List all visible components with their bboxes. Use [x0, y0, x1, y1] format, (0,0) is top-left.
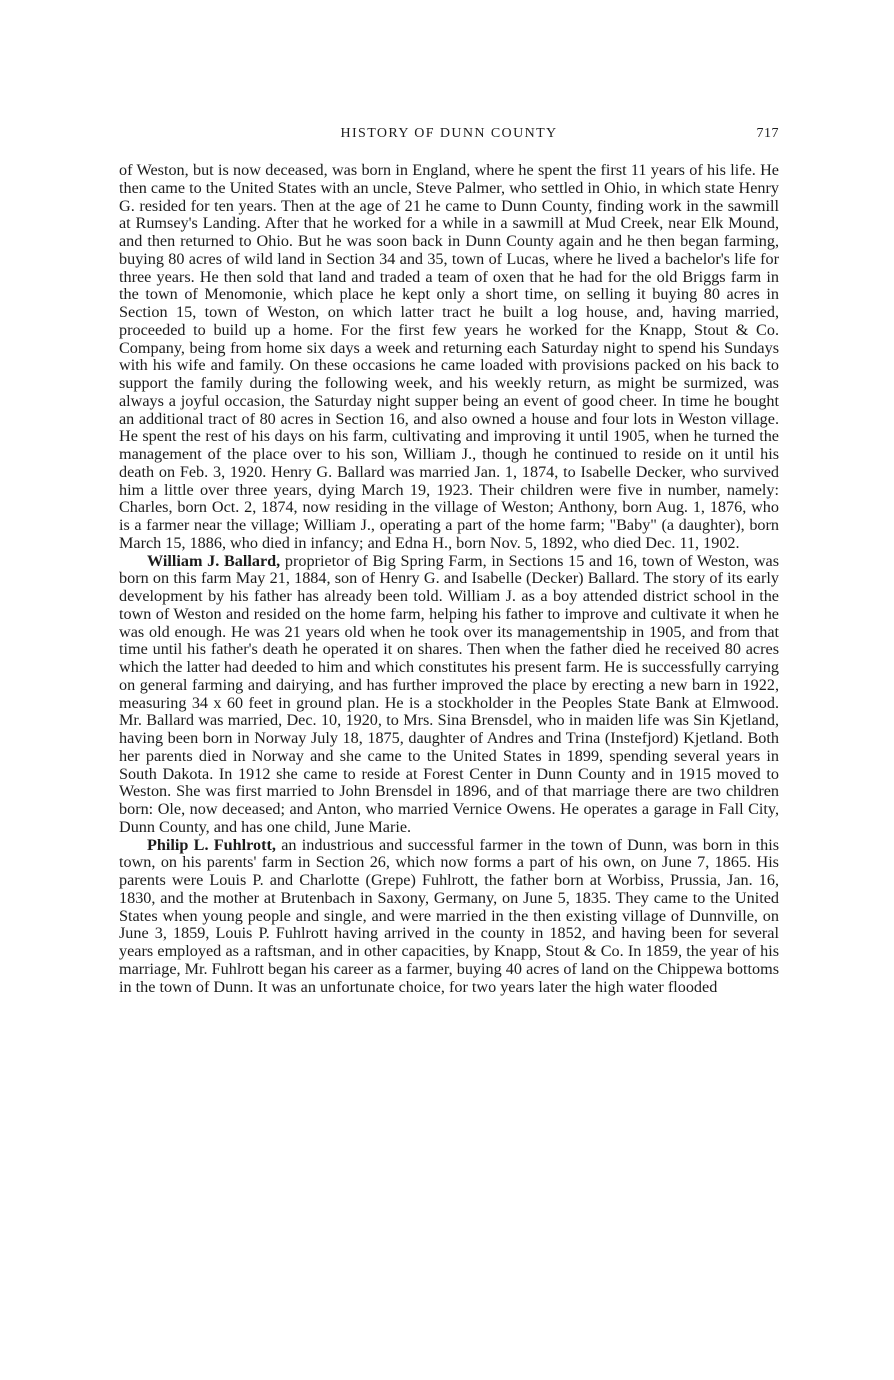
paragraph-philip-fuhlrott: [119, 837, 779, 997]
paragraph-text: proprietor of Big Spring Farm, in Sections 15 and 16, town of Weston, was born on this farm May 21, 1884, son of Henry G. and Isabelle (Decker) Ballard. The story of its early development by his father has already been told. William J. as a boy attended district school in the town of Weston and resided on the home farm, helping his father to improve and cultivate it when he was old enough. He was 21 years old when he took over its managementship in 1905, and from that time until his father's death he operated it on shares. Then when the father died he received 80 acres which the latter had deeded to him and which constitutes his present farm. He is successfully carrying on general farming and dairying, and has further improved the place by erecting a new barn in 1922, measuring 34 x 60 feet in ground plan. He is a stockholder in the Peoples State Bank at Elmwood. Mr. Ballard was married, Dec. 10, 1920, to Mrs. Sina Brensdel, who in maiden life was Sin Kjetland, having been born in Norway July 18, 1875, daughter of Andres and Trina (Instefjord) Kjetland. Both her parents died in Norway and she came to the United States in 1899, spending several years in South Dakota. In 1912 she came to reside at Forest Center in Dunn County and in 1915 moved to Weston. She was first married to John Brensdel in 1896, and of that marriage there are two children born: Ole, now deceased; and Anton, who married Vernice Owens. He operates a garage in Fall City, Dunn County, and has one child, June Marie.: [119, 551, 779, 836]
body-text: [119, 162, 779, 996]
paragraph-henry-ballard-continued: [119, 162, 779, 553]
running-title: HISTORY OF DUNN COUNTY: [340, 126, 558, 141]
paragraph-text: an industrious and successful farmer in the town of Dunn, was born in this town, on his parents' farm in Section 26, which now forms a part of his own, on June 7, 1865. His parents were Louis P. and Charlotte (Grepe) Fuhlrott, the father born at Worbiss, Prussia, Jan. 16, 1830, and the mother at Brutenbach in Saxony, Germany, on June 5, 1835. They came to the United States when young people and single, and were married in the then existing village of Dunnville, on June 3, 1859, Louis P. Fuhlrott having arrived in the county in 1852, and having been for several years employed as a raftsman, and in other capacities, by Knapp, Stout & Co. In 1859, the year of his marriage, Mr. Fuhlrott began his career as a farmer, buying 40 acres of land on the Chippewa bottoms in the town of Dunn. It was an unfortunate choice, for two years later the high water flooded: [119, 835, 779, 996]
running-head: [119, 126, 779, 148]
paragraph-text: of Weston, but is now deceased, was born in England, where he spent the first 11 years of his life. He then came to the United States with an uncle, Steve Palmer, who settled in Ohio, in which state Henry G. resided for ten years. Then at the age of 21 he came to Dunn County, finding work in the sawmill at Rumsey's Landing. After that he worked for a while in a sawmill at Mud Creek, near Elk Mound, and then returned to Ohio. But he was soon back in Dunn County again and he then began farming, buying 80 acres of wild land in Section 34 and 35, town of Lucas, where he lived a bachelor's life for three years. He then sold that land and traded a team of oxen that he had for the old Briggs farm in the town of Menomonie, which place he kept only a short time, on selling it buying 80 acres in Section 15, town of Weston, on which latter tract he built a log house, and, having married, proceeded to build up a home. For the first few years he worked for the Knapp, Stout & Co. Company, being from home six days a week and returning each Saturday night to spend his Sundays with his wife and family. On these occasions he came loaded with provisions packed on his back to support the family during the following week, and his weekly return, as might be surmized, was always a joyful occasion, the Saturday night supper being an event of good cheer. In time he bought an additional tract of 80 acres in Section 16, and also owned a house and four lots in Weston village. He spent the rest of his days on his farm, cultivating and improving it until 1905, when he turned the management of the place over to his son, William J., though he continued to reside on it until his death on Feb. 3, 1920. Henry G. Ballard was married Jan. 1, 1874, to Isabelle Decker, who survived him a little over three years, dying March 19, 1923. Their children were five in number, namely: Charles, born Oct. 2, 1874, now residing in the village of Weston; Anthony, born Aug. 1, 1876, who is a farmer near the village; William J., operating a part of the home farm; "Baby" (a daughter), born March 15, 1886, who died in infancy; and Edna H., born Nov. 5, 1892, who died Dec. 11, 1902.: [119, 161, 779, 552]
subject-name: William J. Ballard,: [147, 551, 281, 570]
paragraph-william-ballard: [119, 553, 779, 837]
subject-name: Philip L. Fuhlrott,: [147, 835, 276, 854]
book-page: [119, 126, 779, 996]
page-number: 717: [756, 126, 779, 141]
